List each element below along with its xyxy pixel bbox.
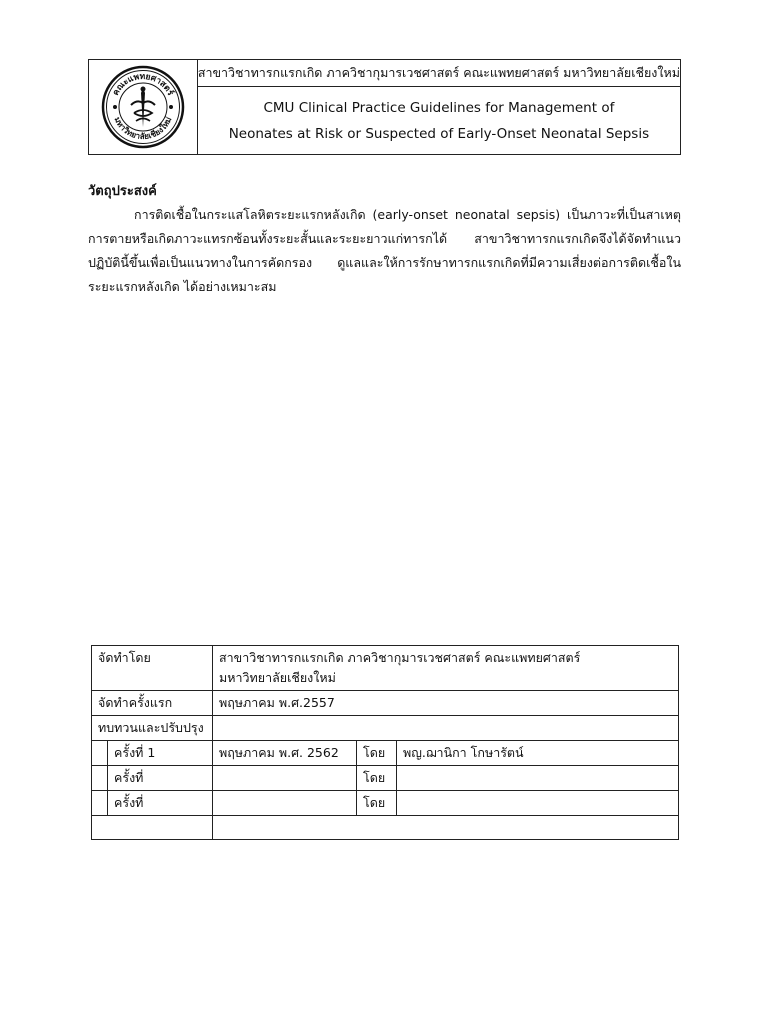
document-title xyxy=(197,87,680,155)
review-value xyxy=(213,716,679,741)
revision-by-label: โดย xyxy=(357,741,397,766)
table-row xyxy=(92,766,679,791)
prepared-by-label: จัดทำโดย xyxy=(92,646,213,691)
seal-text-bottom: มหาวิทยาลัยเชียงใหม่ xyxy=(112,115,174,142)
table-row xyxy=(92,646,679,691)
logo-cell xyxy=(89,60,198,155)
revision-label: ครั้งที่ xyxy=(108,791,213,816)
department-line: สาขาวิชาทารกแรกเกิด ภาควิชากุมารเวชศาสตร์ คณะแพทยศาสตร์ มหาวิทยาลัยเชียงใหม่ xyxy=(197,60,680,87)
review-label: ทบทวนและปรับปรุง xyxy=(92,716,213,741)
table-row xyxy=(92,816,679,840)
revision-table xyxy=(91,645,679,840)
table-row xyxy=(92,716,679,741)
revision-label: ครั้งที่ 1 xyxy=(108,741,213,766)
objective-heading: วัตถุประสงค์ xyxy=(88,184,157,199)
prepared-by-value-line-1: สาขาวิชาทารกแรกเกิด ภาควิชากุมารเวชศาสตร์ คณะแพทยศาสตร์ xyxy=(219,650,581,665)
revision-date xyxy=(213,791,357,816)
prepared-by-value-line-2: มหาวิทยาลัยเชียงใหม่ xyxy=(219,670,336,685)
objective-paragraph: การติดเชื้อในกระแสโลหิตระยะแรกหลังเกิด (early-onset neonatal sepsis) เป็นภาวะที่เป็นสาเหตุการตายหรือเกิดภาวะแทรกซ้อนทั้งระยะสั้นและระยะยาวแก่ทารกได้ สาขาวิชาทารกแรกเกิดจึงได้จัดทำแนวปฏิบัตินี้ขึ้นเพื่อเป็นแนวทางในการคัดกรอง ดูแลและให้การรักษาทารกแรกเกิดที่มีความเสี่ยงต่อการติดเชื้อในระยะแรกหลังเกิด ได้อย่างเหมาะสม xyxy=(88,207,681,294)
first-prepared-label: จัดทำครั้งแรก xyxy=(92,691,213,716)
revision-date xyxy=(213,766,357,791)
title-line-2: Neonates at Risk or Suspected of Early-Onset Neonatal Sepsis xyxy=(228,125,650,142)
first-prepared-value: พฤษภาคม พ.ศ.2557 xyxy=(213,691,679,716)
revision-by xyxy=(397,766,679,791)
revision-date: พฤษภาคม พ.ศ. 2562 xyxy=(213,741,357,766)
revision-by xyxy=(397,791,679,816)
table-row xyxy=(92,741,679,766)
document-header xyxy=(88,59,681,155)
revision-label: ครั้งที่ xyxy=(108,766,213,791)
prepared-by-value xyxy=(213,646,679,691)
table-row xyxy=(92,791,679,816)
revision-by-label: โดย xyxy=(357,766,397,791)
seal-text-top: คณะแพทยศาสตร์ xyxy=(110,71,175,98)
university-seal-icon xyxy=(101,65,185,149)
revision-by-label: โดย xyxy=(357,791,397,816)
table-row xyxy=(92,691,679,716)
revision-by: พญ.ฌานิกา โกษารัตน์ xyxy=(397,741,679,766)
title-line-1: CMU Clinical Practice Guidelines for Management of xyxy=(263,99,615,116)
